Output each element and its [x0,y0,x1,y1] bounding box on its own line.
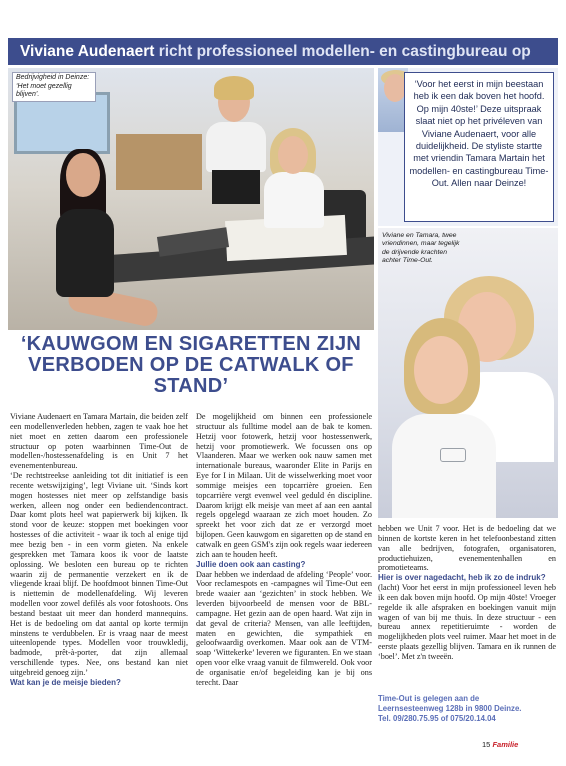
photo-person-seated-right [264,128,324,238]
article-header-bar [8,38,558,65]
article-column-2 [196,412,372,688]
contact-phone: Tel. 09/280.75.95 of 075/20.14.04 [378,714,496,723]
header-title: richt professioneel modellen- en castingbureau op [154,43,531,60]
paragraph: Viviane Audenaert en Tamara Martain, die beiden zelf een modellenverleden hebben, zagen te vaak hoe het niet moet en zetten daarom een professionele structuur op poten waarbinnen Time-Out de modellen-/hostessenafdeling is en Unit 7 het evenementenbureau. [10,412,188,471]
quote-panel [378,68,558,226]
photo-caption-office [12,72,96,102]
paragraph: hebben we Unit 7 voor. Het is de bedoeling dat we binnen de kortste keren in het telefoonbestand zitten van alle bedrijven, fotografen, organisatoren, productiehuizen, evenementenhallen en promotieteams. [378,524,556,573]
photo-caption-line2: ‘Het moet gezellig blijven’. [16,82,72,98]
time-out-logo-icon [440,448,466,462]
photo-caption-line1: Bedrijvigheid in Deinze: [16,74,90,81]
article-column-1 [10,412,188,688]
magazine-brand: Familie [492,740,519,749]
interview-question: Wat kan je de meisje bieden? [10,677,121,687]
interview-question: Hier is over nagedacht, heb ik zo de indruk? [378,573,546,583]
portrait-caption: Viviane en Tamara, twee vriendinnen, maar tegelijk de drijvende krachten achter Time-Out. [382,232,460,265]
contact-info [378,694,556,724]
office-photo [8,68,374,330]
paragraph: (lacht) Voor het eerst in mijn professioneel leven heb ik een dak boven mijn hoofd. Op mijn 40ste! Vroeger regelde ik alle afspraken en boekingen vanuit mijn wagen of van bij me thuis. In deze structuur - een bureau annex repetitieruimte - worden de mogelijkheden plots veel ruimer. Maar het moet in de eerste plaats gezellig blijven. Tamara en ik runnen de ‘boel’. Met z'n tweeën. [378,583,556,661]
header-name: Viviane Audenaert [20,43,155,60]
portrait-person-front [388,318,498,518]
article-headline: ‘KAUWGOM EN SIGARETTEN ZIJN VERBODEN OP DE CATWALK OF STAND’ [20,333,362,397]
portrait-photo [378,228,558,518]
photo-person-seated-left [48,153,120,323]
photo-person-standing [206,76,266,226]
paragraph: ‘De rechtstreekse aanleiding tot dit initiatief is een recente wetswijziging’, legt Viviane uit. ‘Sinds kort mogen hostesses niet meer op zelfstandige basis werken, alleen nog onder een bediendencontract. Daar komt plots heel wat papierwerk bij kijken. Ik stond voor de keuze: stoppen met boekingen voor hostesses of die activiteit - waar ik toch al enige tijd mee bezig ben - in een vorm gieten. Na enkele gesprekken met Tamara koos ik voor de laatste oplossing. We besloten een bureau op te richten waarin zij de permanentie verzekert en ik de vliegende kraai blijf. De hoofdmoot binnen Time-Out is niettemin de modellenafdeling. Wij leveren modellen voor zowel defilés als voor fotoshoots. Ons bestand bestaat uit meer dan honderd mannequins. Het is de bedoeling om dat aantal op korte termijn minstens te verdubbelen. Er is vraag naar de meest uiteenlopende types. Modellen voor trouwkledij, badmode, prêt-à-porter, dat zijn allemaal verschillende types. Nee, ons bestand kan niet uitgebreid genoeg zijn.’ [10,471,188,677]
article-column-3 [378,524,556,662]
intro-quote: ‘Voor het eerst in mijn beestaan heb ik een dak boven het hoofd. Op mijn 40ste!’ Deze uitspraak slaat niet op het privéleven van Viviane Audenaert, voor alle duidelijkheid. De styliste startte met vriendin Tamara Martain het modellen- en castingbureau Time-Out. Allen naar Deinze! [404,72,554,222]
paragraph: Daar hebben we inderdaad de afdeling ‘People’ voor. Voor reclamespots en -campagnes wil Time-Out een brede waaier aan ‘gezichten’ in stock hebben. We leverden bijvoorbeeld de mensen voor de BBL-campagne. Het gezin aan de open haard. Wat zijn in dat geval de criteria? Mensen, van alle leeftijden, maten en gewichten, die sympathiek en geloofwaardig overkomen. Maar ook aan de VTM-soap ‘Wittekerke’ leveren we figuranten. En we staan open voor elke vraag vanuit de filmwereld. Ook voor de organisatie en/of begeleiding kan je bij ons terecht. Daar [196,569,372,687]
interview-question: Jullie doen ook aan casting? [196,559,306,569]
photo-shelf [116,134,202,190]
page-number: 15 [482,740,491,749]
page-footer [482,740,518,749]
contact-address: Leernsesteenweg 128b in 9800 Deinze. [378,704,522,713]
contact-line1: Time-Out is gelegen aan de [378,694,480,703]
paragraph: De mogelijkheid om binnen een professionele structuur als fulltime model aan de bak te komen. Hetzij voor fotowerk, hetzij voor hostessenwerk, hetzij voor promotiewerk. We focussen ons op Vlaanderen. Maar we werken ook nauw samen met internationale bureaus, waaronder Elite in Parijs en Eye for I in Milaan. Uit de wisselwerking moet voor sommige meisjes een topcarrière groeien. Een topcarrière vergt evenwel veel geduld én discipline. Daarom krijgt elk meisje van meet af aan een aantal regels opgelegd waaraan ze zich moet houden. Zo spreekt het voor zich dat ze er verzorgd moet bijlopen. Geen kauwgom en sigaretten op de stand en catwalk en geen GSM's zijn ook regels waar iedereen zich aan te houden heeft. [196,412,372,559]
